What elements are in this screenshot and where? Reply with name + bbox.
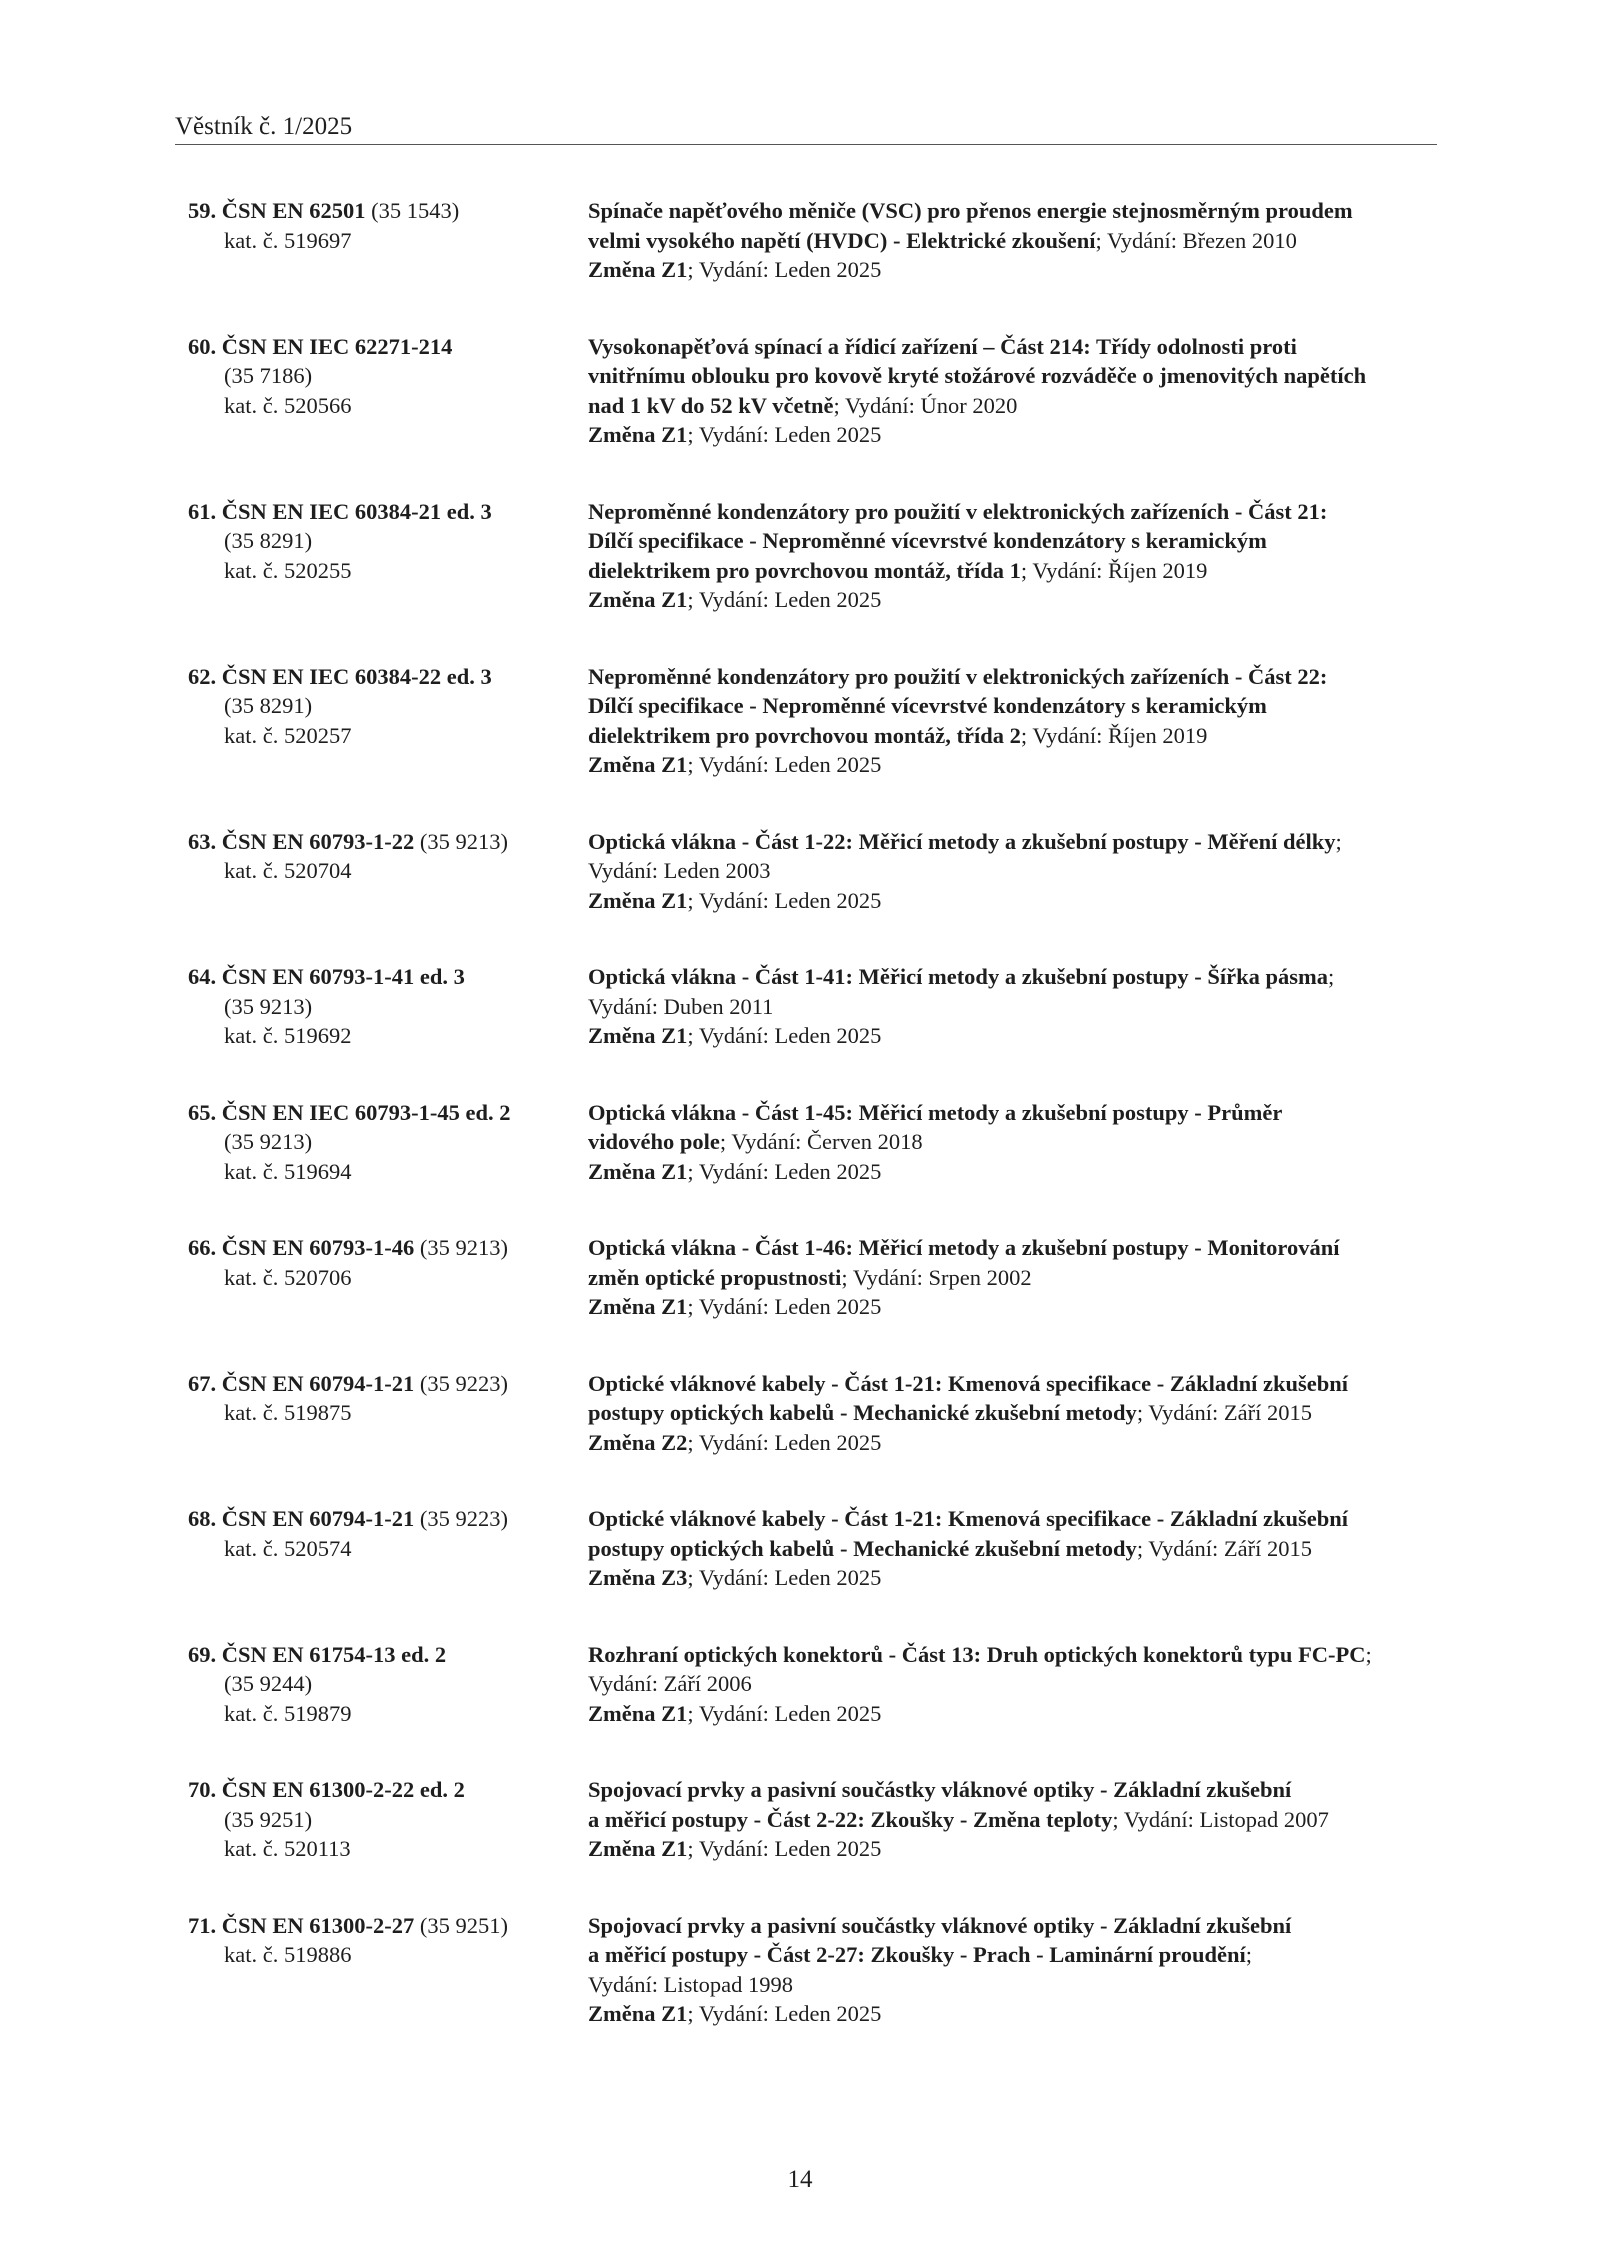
bold-text: 71. ČSN EN 61300-2-27 bbox=[188, 1912, 415, 1938]
standard-title bbox=[588, 1233, 1438, 1369]
standard-code-line bbox=[188, 721, 588, 751]
text: ; bbox=[1335, 828, 1342, 854]
text: kat. č. 520566 bbox=[224, 392, 352, 418]
text: ; Vydání: Leden 2025 bbox=[687, 257, 882, 282]
text: (35 9251) bbox=[414, 1912, 509, 1938]
standard-entry bbox=[188, 1775, 1438, 1911]
title-line bbox=[588, 332, 1438, 362]
text: kat. č. 519875 bbox=[224, 1400, 352, 1425]
bold-text: Neproměnné kondenzátory pro použití v elektronických zařízeních - Část 22: bbox=[588, 663, 1328, 689]
bold-text: Dílčí specifikace - Neproměnné vícevrstvé kondenzátory s keramickým bbox=[588, 528, 1267, 553]
text: (35 9223) bbox=[414, 1370, 509, 1396]
text: (35 1543) bbox=[365, 198, 460, 223]
text: kat. č. 520257 bbox=[224, 722, 352, 748]
text: kat. č. 519697 bbox=[224, 227, 352, 253]
text: ; Vydání: Únor 2020 bbox=[833, 392, 1018, 418]
text: (35 9223) bbox=[414, 1506, 509, 1531]
standard-designation bbox=[188, 497, 588, 662]
text: (35 9213) bbox=[224, 1129, 313, 1154]
standard-entry bbox=[188, 196, 1438, 332]
text: ; Vydání: Leden 2025 bbox=[687, 2001, 882, 2026]
standard-number bbox=[188, 497, 588, 527]
standard-code-line bbox=[188, 391, 588, 421]
standard-number bbox=[188, 1369, 588, 1399]
title-line bbox=[588, 721, 1438, 751]
title-line bbox=[588, 1805, 1438, 1835]
bold-text: Optické vláknové kabely - Část 1-21: Kmenová specifikace - Základní zkušební bbox=[588, 1370, 1349, 1396]
bold-text: Vysokonapěťová spínací a řídicí zařízení – Část 214: Třídy odolnosti proti bbox=[588, 333, 1297, 359]
standard-title bbox=[588, 1098, 1438, 1234]
standard-entry bbox=[188, 1640, 1438, 1776]
title-line bbox=[588, 255, 1438, 285]
standard-title bbox=[588, 332, 1438, 497]
bold-text: Změna Z1 bbox=[588, 1158, 688, 1184]
title-line bbox=[588, 1263, 1438, 1293]
text: ; Vydání: Leden 2025 bbox=[687, 587, 882, 612]
title-line bbox=[588, 226, 1438, 256]
page-header: Věstník č. 1/2025 bbox=[175, 112, 1437, 145]
text: ; Vydání: Září 2015 bbox=[1136, 1535, 1313, 1561]
standard-code-line bbox=[188, 1021, 588, 1051]
standard-code-line bbox=[188, 1157, 588, 1187]
title-line bbox=[588, 1834, 1438, 1864]
title-line bbox=[588, 1970, 1438, 2000]
standards-list bbox=[188, 196, 1438, 2046]
text: ; Vydání: Srpen 2002 bbox=[841, 1264, 1032, 1290]
title-line bbox=[588, 1640, 1438, 1670]
standard-entry bbox=[188, 332, 1438, 497]
text: ; Vydání: Leden 2025 bbox=[687, 1429, 882, 1455]
standard-number bbox=[188, 332, 588, 362]
standard-code-line bbox=[188, 1805, 588, 1835]
title-line bbox=[588, 1021, 1438, 1051]
text: ; Vydání: Říjen 2019 bbox=[1020, 557, 1208, 583]
title-line bbox=[588, 750, 1438, 780]
standard-title bbox=[588, 196, 1438, 332]
bold-text: 59. ČSN EN 62501 bbox=[188, 198, 366, 223]
text: kat. č. 519692 bbox=[224, 1023, 352, 1048]
standard-code-line bbox=[188, 856, 588, 886]
title-line bbox=[588, 526, 1438, 556]
bold-text: Optická vlákna - Část 1-22: Měřicí metody a zkušební postupy - Měření délky bbox=[588, 828, 1336, 854]
title-line bbox=[588, 1504, 1438, 1534]
text: kat. č. 520574 bbox=[224, 1535, 352, 1561]
standard-title bbox=[588, 1775, 1438, 1911]
bold-text: Změna Z1 bbox=[588, 1294, 688, 1319]
text: ; Vydání: Leden 2025 bbox=[687, 1565, 882, 1590]
standard-number bbox=[188, 1640, 588, 1670]
standard-entry bbox=[188, 1369, 1438, 1505]
title-line bbox=[588, 1233, 1438, 1263]
standard-number bbox=[188, 196, 588, 226]
standard-designation bbox=[188, 1504, 588, 1640]
bold-text: Změna Z1 bbox=[588, 752, 688, 777]
text: (35 9213) bbox=[414, 1235, 509, 1260]
title-line bbox=[588, 662, 1438, 692]
standard-title bbox=[588, 1504, 1438, 1640]
standard-entry bbox=[188, 1098, 1438, 1234]
text: ; bbox=[1328, 964, 1335, 989]
standard-entry bbox=[188, 962, 1438, 1098]
standard-number bbox=[188, 827, 588, 857]
bold-text: 66. ČSN EN 60793-1-46 bbox=[188, 1235, 415, 1260]
title-line bbox=[588, 1098, 1438, 1128]
standard-entry bbox=[188, 1504, 1438, 1640]
bold-text: a měřicí postupy - Část 2-27: Zkoušky - Prach - Laminární proudění bbox=[588, 1942, 1246, 1967]
title-line bbox=[588, 420, 1438, 450]
standard-designation bbox=[188, 1098, 588, 1234]
text: (35 8291) bbox=[224, 528, 313, 553]
standard-entry bbox=[188, 662, 1438, 827]
text: ; Vydání: Leden 2025 bbox=[687, 1158, 882, 1184]
title-line bbox=[588, 1369, 1438, 1399]
bold-text: 62. ČSN EN IEC 60384-22 ed. 3 bbox=[188, 663, 492, 689]
text: ; Vydání: Leden 2025 bbox=[687, 1023, 882, 1048]
bold-text: Dílčí specifikace - Neproměnné vícevrstvé kondenzátory s keramickým bbox=[588, 693, 1267, 718]
text: ; Vydání: Leden 2025 bbox=[687, 1294, 882, 1319]
title-line bbox=[588, 856, 1438, 886]
standard-number bbox=[188, 962, 588, 992]
text: Vydání: Září 2006 bbox=[588, 1671, 752, 1696]
bold-text: Spojovací prvky a pasivní součástky vláknové optiky - Základní zkušební bbox=[588, 1912, 1292, 1938]
text: (35 7186) bbox=[224, 363, 313, 388]
standard-code-line bbox=[188, 526, 588, 556]
bold-text: postupy optických kabelů - Mechanické zkušební metody bbox=[588, 1400, 1137, 1425]
bold-text: 64. ČSN EN 60793-1-41 ed. 3 bbox=[188, 964, 465, 989]
text: (35 9244) bbox=[224, 1671, 313, 1696]
title-line bbox=[588, 827, 1438, 857]
text: ; Vydání: Leden 2025 bbox=[687, 422, 882, 447]
bold-text: Neproměnné kondenzátory pro použití v elektronických zařízeních - Část 21: bbox=[588, 498, 1328, 524]
text: kat. č. 519694 bbox=[224, 1158, 352, 1184]
bold-text: Změna Z1 bbox=[588, 1700, 688, 1726]
bold-text: Změna Z1 bbox=[588, 587, 688, 612]
standard-entry bbox=[188, 497, 1438, 662]
bold-text: velmi vysokého napětí (HVDC) - Elektrické zkoušení bbox=[588, 227, 1096, 253]
title-line bbox=[588, 1534, 1438, 1564]
standard-code-line bbox=[188, 992, 588, 1022]
bold-text: Optická vlákna - Část 1-45: Měřicí metody a zkušební postupy - Průměr bbox=[588, 1099, 1283, 1125]
standard-designation bbox=[188, 1369, 588, 1505]
standard-title bbox=[588, 1911, 1438, 2047]
text: ; Vydání: Leden 2025 bbox=[687, 1700, 882, 1726]
standard-code-line bbox=[188, 1834, 588, 1864]
bold-text: Optická vlákna - Část 1-46: Měřicí metody a zkušební postupy - Monitorování bbox=[588, 1235, 1340, 1260]
standard-entry bbox=[188, 827, 1438, 963]
bold-text: dielektrikem pro povrchovou montáž, třída 1 bbox=[588, 557, 1021, 583]
standard-code-line bbox=[188, 1669, 588, 1699]
bold-text: nad 1 kV do 52 kV včetně bbox=[588, 392, 834, 418]
text: ; Vydání: Leden 2025 bbox=[687, 887, 882, 913]
title-line bbox=[588, 1157, 1438, 1187]
standard-code-line bbox=[188, 361, 588, 391]
text: Vydání: Leden 2003 bbox=[588, 858, 771, 883]
title-line bbox=[588, 1563, 1438, 1593]
bold-text: Změna Z1 bbox=[588, 2001, 688, 2026]
bold-text: změn optické propustnosti bbox=[588, 1264, 842, 1290]
text: (35 9251) bbox=[224, 1806, 313, 1832]
bold-text: postupy optických kabelů - Mechanické zkušební metody bbox=[588, 1535, 1137, 1561]
bold-text: Optická vlákna - Část 1-41: Měřicí metody a zkušební postupy - Šířka pásma bbox=[588, 964, 1329, 989]
title-line bbox=[588, 1775, 1438, 1805]
bold-text: 70. ČSN EN 61300-2-22 ed. 2 bbox=[188, 1777, 465, 1802]
standard-title bbox=[588, 827, 1438, 963]
bold-text: Změna Z1 bbox=[588, 422, 688, 447]
title-line bbox=[588, 691, 1438, 721]
title-line bbox=[588, 1999, 1438, 2029]
bold-text: Změna Z1 bbox=[588, 1023, 688, 1048]
text: ; Vydání: Říjen 2019 bbox=[1020, 722, 1208, 748]
title-line bbox=[588, 1669, 1438, 1699]
title-line bbox=[588, 391, 1438, 421]
standard-title bbox=[588, 497, 1438, 662]
standard-code-line bbox=[188, 1127, 588, 1157]
standard-entry bbox=[188, 1233, 1438, 1369]
bold-text: Změna Z2 bbox=[588, 1429, 688, 1455]
text: ; Vydání: Červen 2018 bbox=[719, 1129, 923, 1154]
text: Vydání: Listopad 1998 bbox=[588, 1971, 793, 1997]
bold-text: 61. ČSN EN IEC 60384-21 ed. 3 bbox=[188, 498, 492, 524]
standard-designation bbox=[188, 1233, 588, 1369]
standard-code-line bbox=[188, 1534, 588, 1564]
standard-designation bbox=[188, 962, 588, 1098]
standard-entry bbox=[188, 1911, 1438, 2047]
bold-text: Spínače napěťového měniče (VSC) pro přenos energie stejnosměrným proudem bbox=[588, 198, 1353, 223]
standard-code-line bbox=[188, 1699, 588, 1729]
standard-code-line bbox=[188, 1398, 588, 1428]
standard-number bbox=[188, 1233, 588, 1263]
standard-number bbox=[188, 1775, 588, 1805]
bold-text: 65. ČSN EN IEC 60793-1-45 ed. 2 bbox=[188, 1099, 511, 1125]
bold-text: dielektrikem pro povrchovou montáž, třída 2 bbox=[588, 722, 1021, 748]
text: ; bbox=[1365, 1641, 1372, 1667]
title-line bbox=[588, 497, 1438, 527]
text: (35 9213) bbox=[414, 828, 509, 854]
text: ; bbox=[1245, 1942, 1253, 1967]
title-line bbox=[588, 1699, 1438, 1729]
bold-text: Spojovací prvky a pasivní součástky vláknové optiky - Základní zkušební bbox=[588, 1777, 1292, 1802]
standard-code-line bbox=[188, 1940, 588, 1970]
bold-text: 60. ČSN EN IEC 62271-214 bbox=[188, 333, 453, 359]
text: ; Vydání: Leden 2025 bbox=[687, 1836, 882, 1861]
bold-text: vnitřnímu oblouku pro kovově kryté stožárové rozváděče o jmenovitých napětích bbox=[588, 363, 1367, 388]
title-line bbox=[588, 992, 1438, 1022]
title-line bbox=[588, 962, 1438, 992]
text: Vydání: Duben 2011 bbox=[588, 993, 774, 1019]
title-line bbox=[588, 1127, 1438, 1157]
standard-designation bbox=[188, 1911, 588, 2047]
title-line bbox=[588, 1911, 1438, 1941]
title-line bbox=[588, 361, 1438, 391]
standard-designation bbox=[188, 1640, 588, 1776]
text: kat. č. 519886 bbox=[224, 1942, 352, 1967]
standard-designation bbox=[188, 662, 588, 827]
page-number: 14 bbox=[787, 2166, 813, 2193]
bold-text: Změna Z3 bbox=[588, 1565, 688, 1590]
text: (35 9213) bbox=[224, 993, 313, 1019]
bold-text: Změna Z1 bbox=[588, 257, 688, 282]
title-line bbox=[588, 886, 1438, 916]
standard-designation bbox=[188, 196, 588, 332]
text: ; Vydání: Listopad 2007 bbox=[1112, 1806, 1329, 1832]
standard-code-line bbox=[188, 226, 588, 256]
standard-title bbox=[588, 1369, 1438, 1505]
title-line bbox=[588, 1292, 1438, 1322]
text: kat. č. 520704 bbox=[224, 858, 352, 883]
bold-text: Optické vláknové kabely - Část 1-21: Kmenová specifikace - Základní zkušební bbox=[588, 1506, 1349, 1531]
bold-text: 63. ČSN EN 60793-1-22 bbox=[188, 828, 415, 854]
bold-text: vidového pole bbox=[588, 1129, 720, 1154]
title-line bbox=[588, 556, 1438, 586]
text: ; Vydání: Leden 2025 bbox=[687, 752, 882, 777]
text: kat. č. 520113 bbox=[224, 1836, 351, 1861]
title-line bbox=[588, 1940, 1438, 1970]
title-line bbox=[588, 585, 1438, 615]
standard-number bbox=[188, 1504, 588, 1534]
standard-title bbox=[588, 1640, 1438, 1776]
text: ; Vydání: Září 2015 bbox=[1136, 1400, 1313, 1425]
text: (35 8291) bbox=[224, 693, 313, 718]
bold-text: Změna Z1 bbox=[588, 1836, 688, 1861]
standard-number bbox=[188, 1098, 588, 1128]
standard-code-line bbox=[188, 691, 588, 721]
text: ; Vydání: Březen 2010 bbox=[1095, 227, 1297, 253]
bold-text: a měřicí postupy - Část 2-22: Zkoušky - Změna teploty bbox=[588, 1806, 1113, 1832]
standard-code-line bbox=[188, 556, 588, 586]
text: kat. č. 520255 bbox=[224, 557, 352, 583]
bold-text: Změna Z1 bbox=[588, 887, 688, 913]
standard-number bbox=[188, 1911, 588, 1941]
title-line bbox=[588, 1428, 1438, 1458]
standard-code-line bbox=[188, 1263, 588, 1293]
standard-designation bbox=[188, 1775, 588, 1911]
bold-text: 67. ČSN EN 60794-1-21 bbox=[188, 1370, 415, 1396]
text: kat. č. 519879 bbox=[224, 1700, 352, 1726]
standard-designation bbox=[188, 332, 588, 497]
standard-title bbox=[588, 962, 1438, 1098]
standard-number bbox=[188, 662, 588, 692]
bold-text: 69. ČSN EN 61754-13 ed. 2 bbox=[188, 1641, 447, 1667]
title-line bbox=[588, 1398, 1438, 1428]
title-line bbox=[588, 196, 1438, 226]
text: kat. č. 520706 bbox=[224, 1264, 352, 1290]
standard-title bbox=[588, 662, 1438, 827]
bold-text: Rozhraní optických konektorů - Část 13: Druh optických konektorů typu FC-PC bbox=[588, 1641, 1366, 1667]
standard-designation bbox=[188, 827, 588, 963]
bold-text: 68. ČSN EN 60794-1-21 bbox=[188, 1506, 415, 1531]
